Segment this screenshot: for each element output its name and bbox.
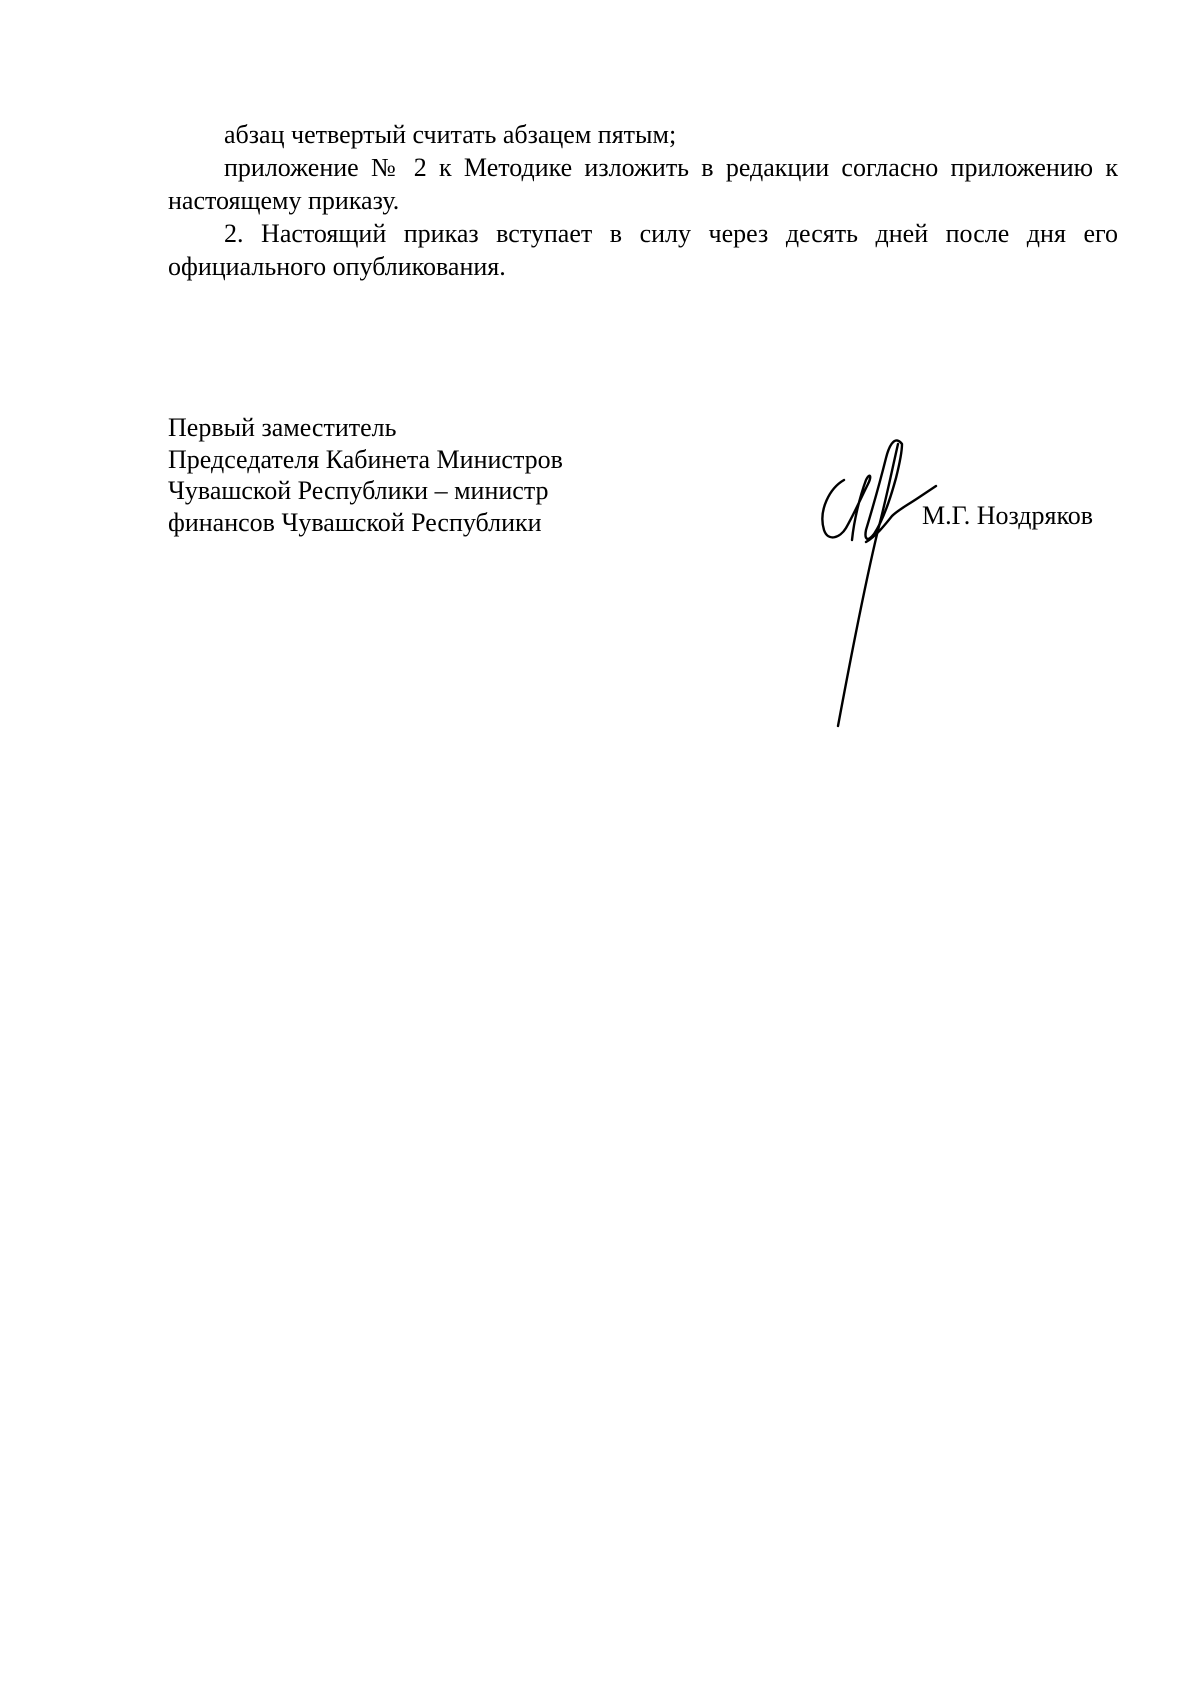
paragraph-2: приложение № 2 к Методике изложить в редакции согласно приложению к настоящему приказу.: [168, 153, 1118, 215]
paragraph-1: абзац четвертый считать абзацем пятым;: [224, 120, 677, 149]
handwritten-signature: [810, 430, 950, 735]
paragraph-3: 2. Настоящий приказ вступает в силу через десять дней после дня его официального опубликования.: [168, 219, 1118, 281]
signatory-position: [168, 412, 563, 538]
position-line-2: Председателя Кабинета Министров: [168, 444, 563, 474]
position-line-3: Чувашской Республики – министр: [168, 476, 549, 505]
position-line-1: Первый заместитель: [168, 413, 397, 442]
document-body: [168, 118, 1118, 283]
position-line-4: финансов Чувашской Республики: [168, 507, 542, 537]
signer-name: М.Г. Ноздряков: [922, 501, 1094, 530]
